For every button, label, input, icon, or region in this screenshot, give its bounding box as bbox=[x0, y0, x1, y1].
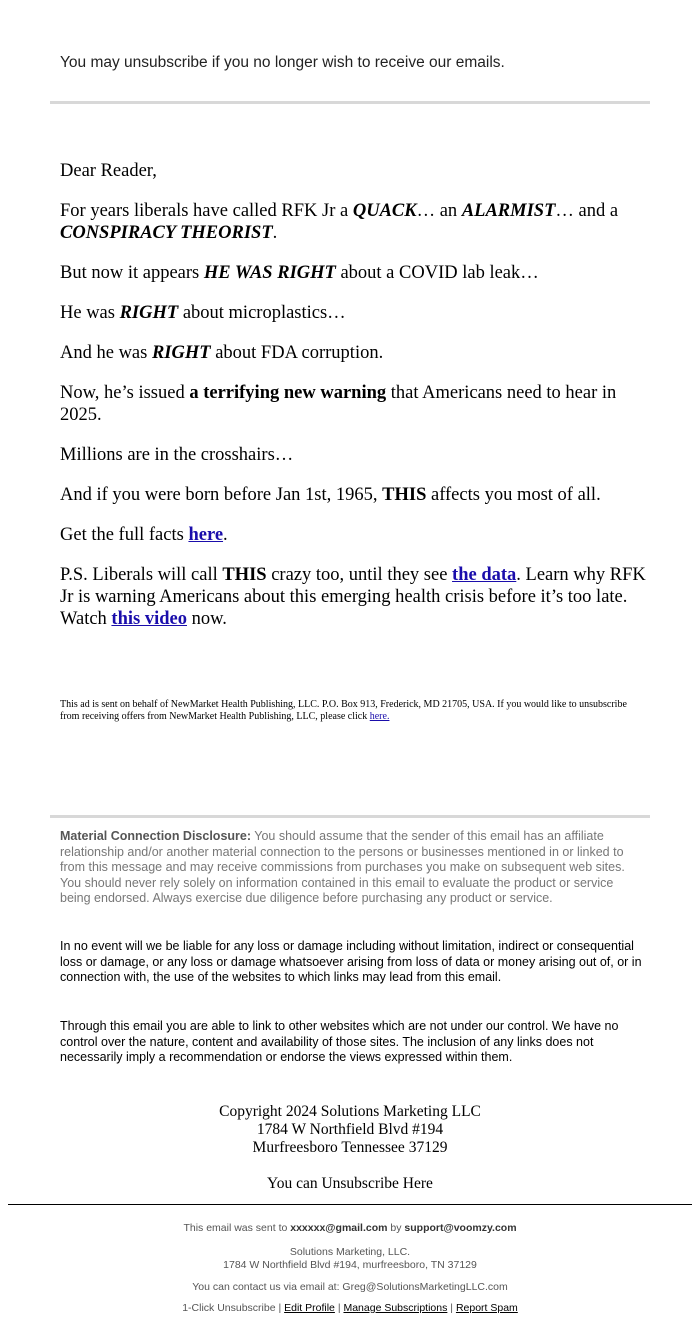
address-line-2: Murfreesboro Tennessee 37129 bbox=[252, 1139, 448, 1156]
footer-links: 1-Click Unsubscribe | Edit Profile | Manage Subscriptions | Report Spam bbox=[182, 1302, 518, 1314]
sender-email: support@voomzy.com bbox=[404, 1222, 517, 1234]
this-video-link[interactable]: this video bbox=[111, 609, 187, 629]
paragraph-6: Millions are in the crosshairs… bbox=[60, 445, 294, 465]
report-spam-link[interactable]: Report Spam bbox=[455, 1302, 518, 1314]
manage-subscriptions-link[interactable]: Manage Subscriptions bbox=[343, 1302, 448, 1314]
full-facts-link[interactable]: here bbox=[188, 525, 224, 545]
recipient-email: xxxxxx@gmail.com bbox=[290, 1222, 388, 1234]
company-address bbox=[0, 1246, 700, 1272]
paragraph-5: Now, he’s issued a terrifying new warning that Americans need to hear in 2025. bbox=[60, 383, 617, 425]
top-divider bbox=[50, 101, 650, 104]
paragraph-8: Get the full facts here. bbox=[60, 525, 228, 545]
company-street: 1784 W Northfield Blvd #194, murfreesboro, TN 37129 bbox=[223, 1259, 477, 1271]
the-data-link[interactable]: the data bbox=[452, 565, 517, 585]
paragraph-2: But now it appears HE WAS RIGHT about a COVID lab leak… bbox=[60, 263, 539, 283]
footer-divider bbox=[8, 1204, 692, 1205]
ad-disclaimer: This ad is sent on behalf of NewMarket Health Publishing, LLC. P.O. Box 913, Frederick, MD 21705, USA. If you would like to unsubscribe from receiving offers from NewMarket Health Publishing, LLC, please click here. bbox=[60, 699, 627, 722]
greeting: Dear Reader, bbox=[60, 161, 157, 181]
unsubscribe-note: You may unsubscribe if you no longer wish to receive our emails. bbox=[60, 54, 505, 71]
address-line-1: 1784 W Northfield Blvd #194 bbox=[256, 1121, 444, 1138]
copyright-line: Copyright 2024 Solutions Marketing LLC bbox=[219, 1103, 481, 1120]
letter-body bbox=[60, 160, 650, 648]
company-name: Solutions Marketing, LLC. bbox=[289, 1246, 411, 1258]
postscript: P.S. Liberals will call THIS crazy too, until they see the data. Learn why RFK Jr is warning Americans about this emerging health crisis before it’s too late. Watch this video now. bbox=[60, 565, 646, 629]
external-websites-notice: Through this email you are able to link to other websites which are not under our control. We have no control over the nature, content and availability of those sites. The inclusion of any links does not necessarily imply a recommendation or endorse the views expressed within them. bbox=[60, 1019, 619, 1064]
liability-notice: In no event will we be liable for any loss or damage including without limitation, indirect or consequential loss or damage, or any loss or damage whatsoever arising from loss of data or money arising out of, or in connection with, the use of the websites to which links may lead from this email. bbox=[60, 939, 642, 984]
paragraph-7: And if you were born before Jan 1st, 1965, THIS affects you most of all. bbox=[60, 485, 601, 505]
edit-profile-link[interactable]: Edit Profile bbox=[284, 1302, 335, 1314]
material-connection-disclosure: Material Connection Disclosure: You should assume that the sender of this email has an affiliate relationship and/or another material connection to the persons or businesses mentioned in or linked to from this message and may receive commissions from purchases you make on subsequent web sites. You should never rely solely on information contained in this email to evaluate the product or service being endorsed. Always exercise due diligence before purchasing any product or service. bbox=[60, 829, 625, 905]
paragraph-4: And he was RIGHT about FDA corruption. bbox=[60, 343, 384, 363]
middle-divider bbox=[50, 815, 650, 818]
fine-print-unsubscribe-link[interactable]: here. bbox=[369, 711, 390, 722]
paragraph-1: For years liberals have called RFK Jr a QUACK… an ALARMIST… and a CONSPIRACY THEORIST. bbox=[60, 201, 619, 243]
one-click-unsubscribe[interactable]: 1-Click Unsubscribe bbox=[182, 1302, 276, 1314]
unsubscribe-here-link[interactable]: You can Unsubscribe Here bbox=[267, 1175, 433, 1192]
paragraph-3: He was RIGHT about microplastics… bbox=[60, 303, 346, 323]
sent-to-line: This email was sent to xxxxxx@gmail.com by support@voomzy.com bbox=[183, 1222, 517, 1234]
contact-line: You can contact us via email at: Greg@SolutionsMarketingLLC.com bbox=[192, 1281, 508, 1293]
copyright-block bbox=[0, 1103, 700, 1157]
